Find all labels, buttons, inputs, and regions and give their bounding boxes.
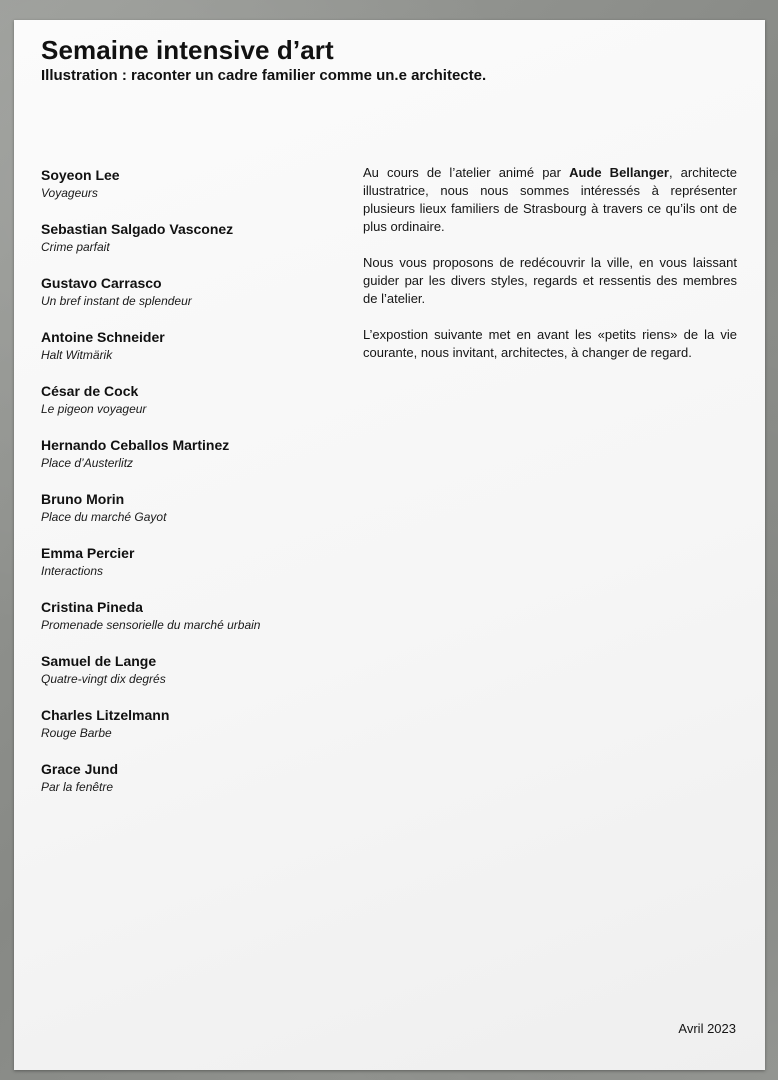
participant-name: César de Cock [41, 383, 139, 399]
intro-paragraph-2: Nous vous proposons de redécouvrir la ville, en vous laissant guider par les divers styles, regards et ressentis des membres de l’atelier. [363, 255, 737, 306]
artwork-title: Promenade sensorielle du marché urbain [41, 618, 261, 632]
participant-name: Emma Percier [41, 545, 135, 561]
artwork-title: Quatre-vingt dix degrés [41, 672, 166, 686]
participant-entry [41, 166, 341, 220]
poster-subtitle: Illustration : raconter un cadre familier comme un.e architecte. [41, 67, 487, 84]
artwork-title: Halt Witmärik [41, 348, 113, 362]
participant-name: Gustavo Carrasco [41, 275, 162, 291]
participant-entry [41, 706, 341, 760]
intro-text [363, 164, 737, 380]
participant-entry [41, 382, 341, 436]
artwork-title: Place du marché Gayot [41, 510, 167, 524]
participant-name: Bruno Morin [41, 491, 125, 507]
participant-entry [41, 490, 341, 544]
participant-name: Grace Jund [41, 761, 119, 777]
poster-date: Avril 2023 [678, 1021, 736, 1036]
participant-entry [41, 760, 341, 814]
participant-name: Cristina Pineda [41, 599, 143, 615]
participant-entry [41, 436, 341, 490]
participant-name: Antoine Schneider [41, 329, 165, 345]
intro-paragraph-1 [363, 164, 737, 236]
artwork-title: Le pigeon voyageur [41, 402, 147, 416]
intro-p1-rest: , architecte illustratrice, nous nous sommes intéressés à représenter plusieurs lieux familiers de Strasbourg à travers ce qu’ils ont de plus ordinaire. [363, 165, 738, 234]
intro-paragraph-3: L’expostion suivante met en avant les «petits riens» de la vie courante, nous invitant, architectes, à changer de regard. [363, 327, 737, 360]
participant-name: Charles Litzelmann [41, 707, 170, 723]
participant-entry [41, 598, 341, 652]
participant-entry [41, 544, 341, 598]
workshop-leader-name: Aude Bellanger [569, 165, 669, 180]
poster-sheet [14, 20, 765, 1070]
participant-entry [41, 652, 341, 706]
intro-p1-lead: Au cours de l’atelier animé par [363, 165, 570, 180]
artwork-title: Place d’Austerlitz [41, 456, 134, 470]
participant-entry [41, 274, 341, 328]
participant-name: Soyeon Lee [41, 167, 120, 183]
participant-entry [41, 220, 341, 274]
participant-entry [41, 328, 341, 382]
artwork-title: Voyageurs [41, 186, 98, 200]
artwork-title: Crime parfait [41, 240, 110, 254]
artwork-title: Un bref instant de splendeur [41, 294, 192, 308]
poster-header [41, 34, 745, 86]
artwork-title: Rouge Barbe [41, 726, 112, 740]
poster-title: Semaine intensive d’art [41, 35, 334, 65]
participant-list [41, 166, 341, 814]
artwork-title: Par la fenêtre [41, 780, 114, 794]
participant-name: Sebastian Salgado Vasconez [41, 221, 234, 237]
participant-name: Hernando Ceballos Martinez [41, 437, 230, 453]
participant-name: Samuel de Lange [41, 653, 157, 669]
artwork-title: Interactions [41, 564, 104, 578]
